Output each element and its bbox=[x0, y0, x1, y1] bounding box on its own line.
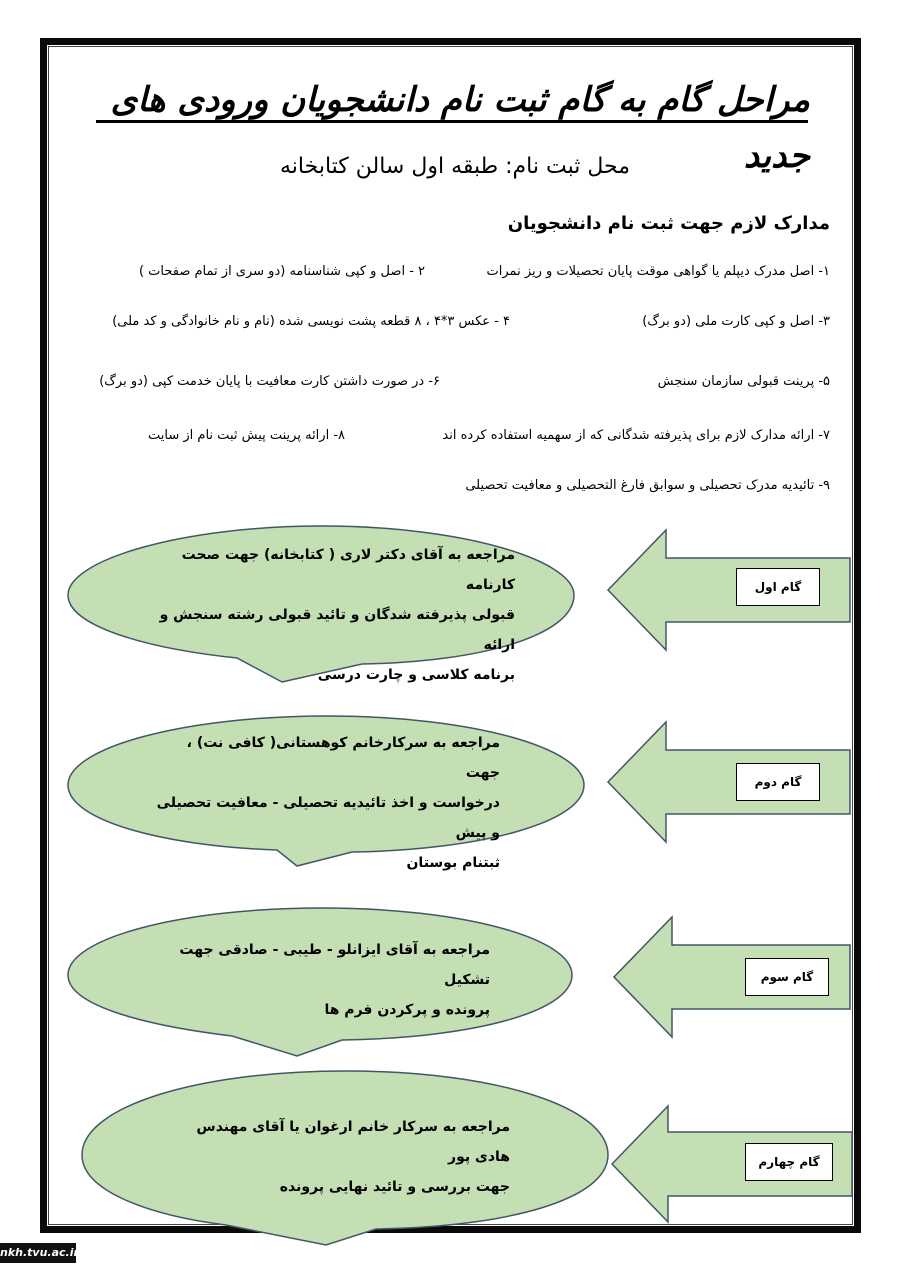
step-3-label: گام سوم bbox=[745, 958, 829, 996]
step-3-line-1: مراجعه به آقای ایزانلو - طیبی - صادقی جهت تشکیل bbox=[179, 942, 490, 988]
step-4-line-2: جهت بررسی و تائید نهایی پرونده bbox=[279, 1179, 510, 1195]
requirement-item-2: ۲ - اصل و کپی شناسنامه (دو سری از تمام صفحات ) bbox=[138, 264, 425, 279]
requirements-heading: مدارک لازم جهت ثبت نام دانشجویان bbox=[507, 213, 830, 234]
step-4-label: گام چهارم bbox=[745, 1143, 833, 1181]
title-underline bbox=[96, 120, 808, 123]
step-1-line-3: برنامه کلاسی و چارت درسی bbox=[317, 667, 515, 683]
step-2-line-2: درخواست و اخذ تائیدیه تحصیلی - معافیت تحصیلی و پیش bbox=[156, 795, 500, 841]
requirement-item-6: ۶- در صورت داشتن کارت معافیت با پایان خدمت کپی (دو برگ) bbox=[99, 374, 440, 389]
step-2-line-3: ثبتنام بوستان bbox=[406, 855, 500, 871]
step-1-label: گام اول bbox=[736, 568, 820, 606]
requirement-item-3: ۳- اصل و کپی کارت ملی (دو برگ) bbox=[642, 314, 830, 329]
step-1-text bbox=[150, 540, 515, 690]
step-3-text bbox=[150, 935, 490, 1025]
step-4-line-1: مراجعه به سرکار خانم ارغوان یا آقای مهندس هادی پور bbox=[196, 1119, 510, 1165]
step-4-text bbox=[160, 1112, 510, 1202]
footer-url[interactable]: nkh.tvu.ac.ir bbox=[0, 1243, 76, 1263]
step-2-text bbox=[150, 728, 500, 878]
requirement-item-1: ۱- اصل مدرک دیپلم یا گواهی موقت پایان تحصیلات و ریز نمرات bbox=[486, 264, 830, 279]
step-3-line-2: پرونده و پرکردن فرم ها bbox=[324, 1002, 490, 1018]
registration-location: محل ثبت نام: طبقه اول سالن کتابخانه bbox=[280, 154, 630, 179]
requirement-item-7: ۷- ارائه مدارک لازم برای پذیرفته شدگانی که از سهمیه استفاده کرده اند bbox=[442, 428, 830, 443]
step-2-line-1: مراجعه به سرکارخانم کوهستانی( کافی نت) ، جهت bbox=[186, 735, 500, 781]
page-title: مراحل گام به گام ثبت نام دانشجویان ورودی های جدید bbox=[110, 80, 810, 176]
step-1-line-1: مراجعه به آقای دکتر لاری ( کتابخانه) جهت صحت کارنامه bbox=[181, 547, 515, 593]
requirement-item-5: ۵- پرینت قبولی سازمان سنجش bbox=[657, 374, 830, 389]
step-2-label: گام دوم bbox=[736, 763, 820, 801]
requirement-item-8: ۸- ارائه پرینت پیش ثبت نام از سایت bbox=[148, 428, 345, 443]
requirement-item-9: ۹- تائیدیه مدرک تحصیلی و سوابق فارغ التحصیلی و معافیت تحصیلی bbox=[465, 478, 830, 493]
step-1-line-2: قبولی پذیرفته شدگان و تائید قبولی رشته سنجش و ارائه bbox=[159, 607, 515, 653]
requirement-item-4: ۴ - عکس ۳*۴ ، ۸ قطعه پشت نویسی شده (نام و نام خانوادگی و کد ملی) bbox=[112, 314, 510, 329]
